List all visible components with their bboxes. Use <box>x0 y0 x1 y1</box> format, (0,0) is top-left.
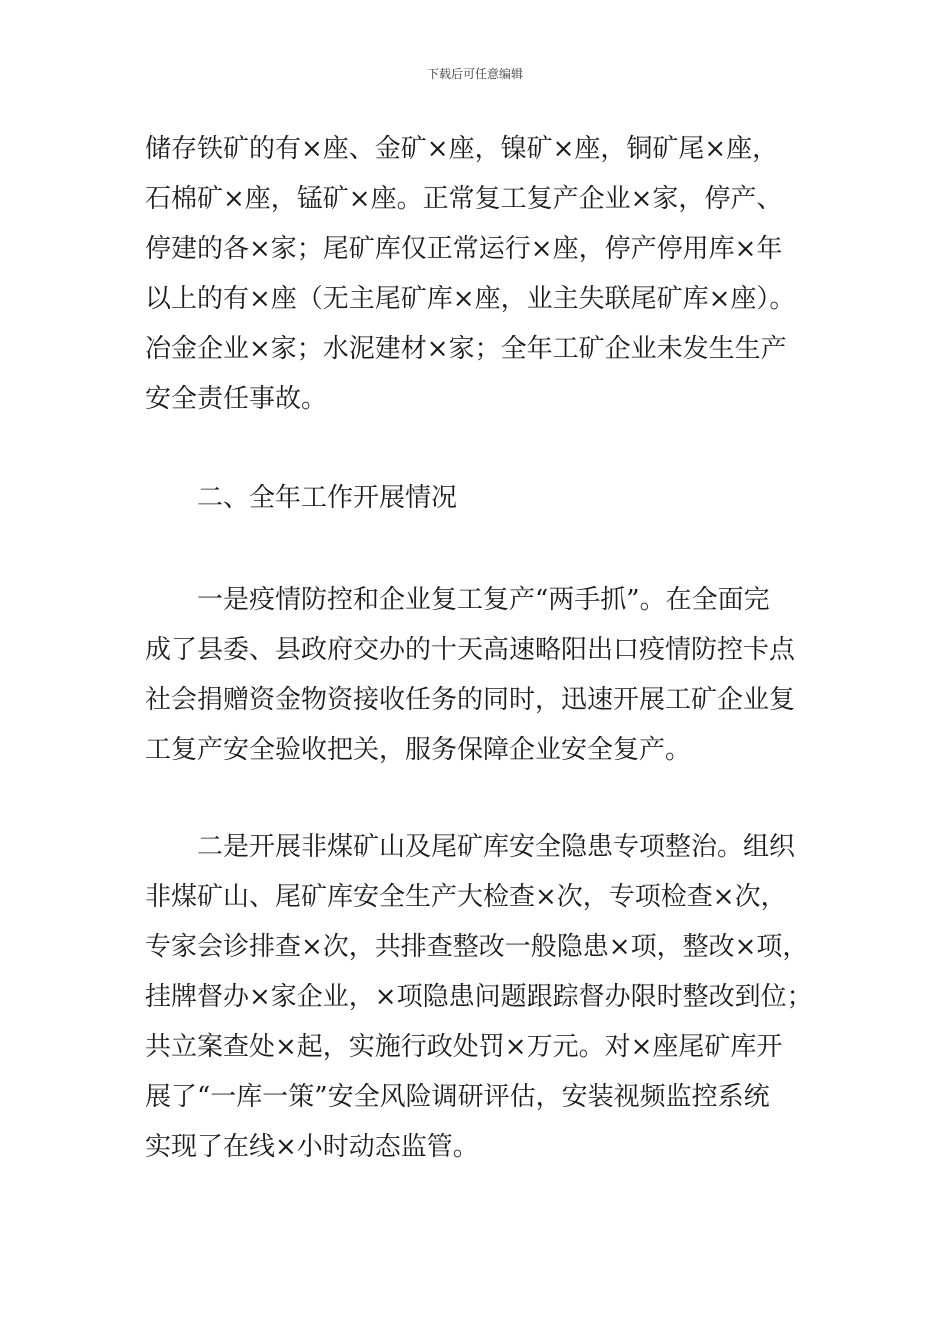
text-line: 二是开展非煤矿山及尾矿库安全隐患专项整治。组织 <box>197 832 796 862</box>
text-line: 储存铁矿的有×座、金矿×座，镍矿×座，铜矿尾×座， <box>145 134 779 164</box>
text-line: 实现了在线×小时动态监管。 <box>145 1132 479 1162</box>
text-line: 停建的各×家；尾矿库仅正常运行×座，停产停用库×年 <box>145 234 783 264</box>
page-header-note: 下载后可任意编辑 <box>426 67 523 81</box>
text-line: 冶金企业×家；水泥建材×家；全年工矿企业未发生生产 <box>145 334 787 364</box>
paragraph-hazard-rectification <box>145 822 830 1172</box>
text-line: 共立案查处×起，实施行政处罚×万元。对×座尾矿库开 <box>145 1032 783 1062</box>
text-line: 展了“一库一策”安全风险调研评估，安装视频监控系统 <box>145 1082 770 1112</box>
text-line: 安全责任事故。 <box>145 384 328 414</box>
text-line: 专家会诊排查×次，共排查整改一般隐患×项，整改×项， <box>145 932 809 962</box>
text-line: 工复产安全验收把关，服务保障企业安全复产。 <box>145 735 692 765</box>
text-line: 非煤矿山、尾矿库安全生产大检查×次，专项检查×次， <box>145 882 787 912</box>
section-heading <box>145 473 830 523</box>
text-line: 石棉矿×座，锰矿×座。正常复工复产企业×家，停产、 <box>145 184 783 214</box>
heading-text: 二、全年工作开展情况 <box>197 483 458 513</box>
text-line: 以上的有×座（无主尾矿库×座，业主失联尾矿库×座）。 <box>145 284 796 314</box>
paragraph-mine-statistics <box>145 124 830 424</box>
text-line: 挂牌督办×家企业，×项隐患问题跟踪督办限时整改到位； <box>145 982 813 1012</box>
text-line: 社会捐赠资金物资接收任务的同时，迅速开展工矿企业复 <box>145 685 796 715</box>
text-line: 成了县委、县政府交办的十天高速略阳出口疫情防控卡点 <box>145 635 796 665</box>
paragraph-epidemic-control <box>145 575 830 775</box>
text-line: 一是疫情防控和企业复工复产“两手抓”。在全面完 <box>197 585 770 615</box>
